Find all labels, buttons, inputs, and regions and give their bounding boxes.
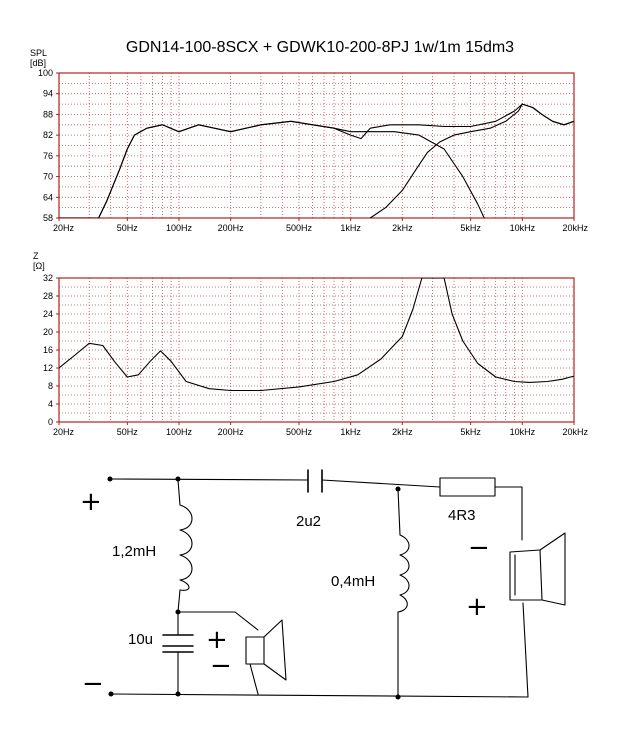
x-tick-label: 500Hz (285, 427, 312, 437)
woofer-plus-sign: + (206, 625, 228, 655)
junction-dot (396, 487, 400, 491)
capacitor-c2-label: 10u (128, 631, 154, 648)
y-tick-label: 16 (42, 345, 53, 355)
x-tick-label: 2kHz (392, 223, 413, 233)
woofer-lead-wire (250, 664, 258, 694)
x-tick-label: 10kHz (509, 427, 536, 437)
junction-dot (396, 695, 400, 699)
impedance-yunit: [Ω] (33, 261, 45, 271)
capacitor-c2-plates (163, 635, 193, 652)
inductor-l1-wire (178, 480, 258, 630)
x-tick-label: 1kHz (340, 223, 361, 233)
y-tick-label: 88 (42, 109, 53, 120)
series-line-system (59, 104, 574, 218)
x-tick-label: 50Hz (116, 427, 138, 437)
tweeter-plus-sign: + (466, 592, 488, 622)
resistor-r1-label: 4R3 (448, 507, 476, 524)
x-tick-label: 5kHz (460, 223, 481, 233)
x-tick-label: 2kHz (392, 427, 413, 437)
inductor-l2-wire (398, 489, 400, 697)
junction-dot (176, 477, 180, 481)
tweeter-speaker-symbol (510, 533, 565, 605)
resistor-r1-body (440, 478, 495, 496)
series-line-z (59, 278, 574, 391)
y-tick-label: 28 (42, 291, 53, 301)
y-tick-label: 70 (42, 171, 53, 182)
plot-frame (59, 278, 574, 422)
tweeter-minus-sign: − (468, 533, 490, 563)
junction-dot (176, 692, 180, 696)
x-tick-label: 100Hz (165, 223, 192, 233)
x-tick-label: 10kHz (509, 223, 536, 233)
inductor-l1-coil (180, 505, 192, 590)
x-tick-label: 200Hz (217, 427, 244, 437)
input-plus-sign: + (80, 487, 102, 517)
y-tick-label: 24 (42, 309, 53, 319)
x-tick-label: 20Hz (53, 223, 75, 233)
impedance-ylabel: Z (33, 251, 39, 261)
x-tick-label: 20kHz (562, 427, 588, 437)
x-tick-label: 5kHz (460, 427, 481, 437)
series-line-tweeter (370, 104, 574, 218)
junction-dot (176, 610, 180, 614)
y-tick-label: 100 (37, 68, 53, 78)
x-tick-label: 20kHz (562, 223, 588, 233)
terminal-dot (108, 477, 112, 481)
y-tick-label: 58 (42, 213, 53, 223)
y-tick-label: 32 (42, 273, 53, 283)
input-minus-sign: − (82, 669, 104, 699)
capacitor-c1-label: 2u2 (296, 513, 322, 530)
figure-title: GDN14-100-8SCX + GDWK10-200-8PJ 1w/1m 15dm3 (125, 39, 515, 56)
x-tick-label: 1kHz (340, 427, 361, 437)
spl-chart (30, 48, 588, 233)
x-tick-label: 20Hz (53, 427, 75, 437)
y-tick-label: 8 (47, 381, 53, 391)
inductor-l2-coil (398, 535, 409, 612)
impedance-chart (33, 251, 588, 437)
terminal-dot (109, 692, 113, 696)
y-tick-label: 82 (42, 130, 53, 141)
capacitor-c1-plates (308, 470, 322, 492)
y-tick-label: 20 (42, 327, 53, 337)
x-tick-label: 500Hz (285, 223, 312, 233)
inductor-l1-label: 1,2mH (112, 543, 157, 560)
x-tick-label: 100Hz (165, 427, 192, 437)
y-tick-label: 76 (42, 150, 53, 161)
y-tick-label: 0 (47, 417, 53, 427)
series-line-woofer (59, 121, 484, 218)
inductor-l2-label: 0,4mH (331, 573, 376, 590)
y-tick-label: 64 (42, 192, 53, 203)
plot-frame (59, 73, 574, 218)
y-tick-label: 12 (42, 363, 53, 373)
spl-yunit: [dB] (30, 58, 47, 68)
woofer-minus-sign: − (210, 651, 232, 681)
y-tick-label: 4 (47, 399, 53, 409)
x-tick-label: 50Hz (116, 223, 138, 233)
y-tick-label: 94 (42, 88, 53, 99)
spl-ylabel: SPL (30, 48, 48, 58)
x-tick-label: 200Hz (217, 223, 244, 233)
